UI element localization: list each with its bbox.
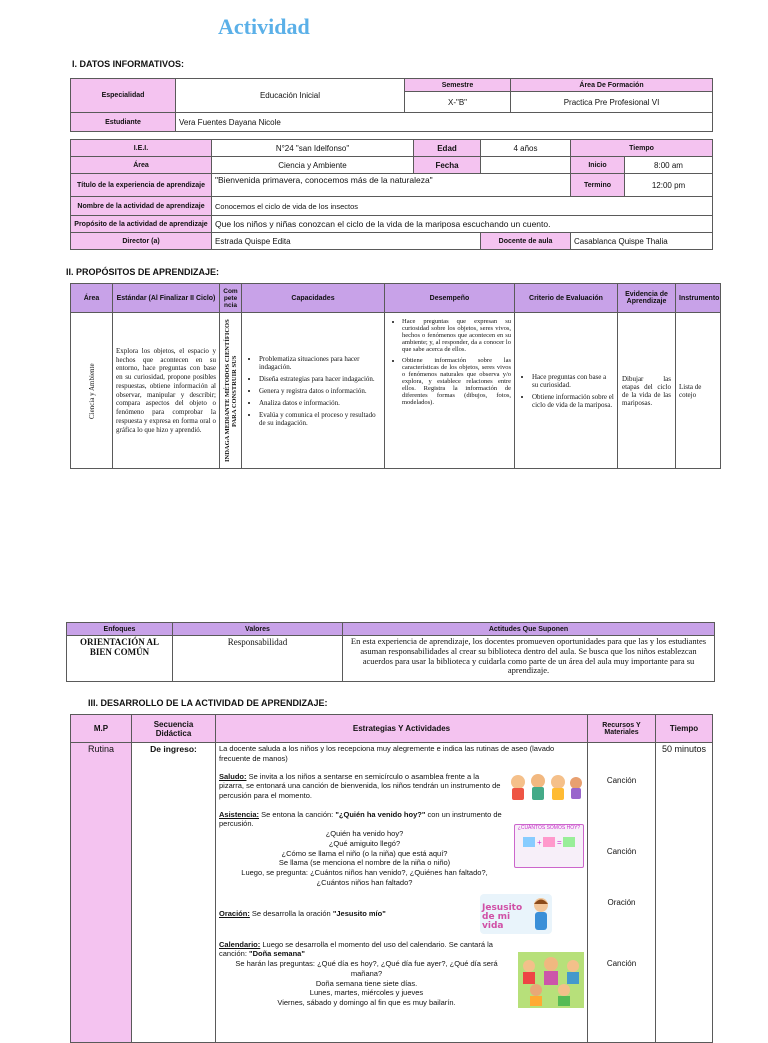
section-3-heading: III. DESARROLLO DE LA ACTIVIDAD DE APRENDIZAJE: xyxy=(88,698,328,708)
area-label: Área xyxy=(71,157,212,174)
oracion-label: Oración: xyxy=(219,908,250,918)
fecha-value xyxy=(481,157,571,174)
nombre-actividad-label: Nombre de la actividad de aprendizaje xyxy=(71,197,212,216)
inicio-label: Inicio xyxy=(571,157,625,174)
asistencia-line: ¿Cuántos niños han faltado? xyxy=(316,877,413,887)
estudiante-value: Vera Fuentes Dayana Nicole xyxy=(176,113,713,132)
header-recursos: Recursos Y Materiales xyxy=(588,715,656,743)
mp-cell: Rutina xyxy=(71,743,132,1043)
capacidad-item: • Evalúa y comunica el proceso y resultado de su indagación. xyxy=(259,411,381,427)
capacidad-item: • Genera y registra datos o información. xyxy=(259,387,381,395)
asistencia-line: ¿Qué amiguito llegó? xyxy=(328,838,401,848)
calendario-line: Viernes, sábado y domingo al fin que es muy bailarín. xyxy=(277,998,456,1007)
recurso-item: Canción xyxy=(606,776,637,785)
header-evidencia: Evidencia de Aprendizaje xyxy=(618,284,676,313)
cuantos-somos-image: ¿CUÁNTOS SOMOS HOY? + = xyxy=(514,824,584,868)
docente-value: Casablanca Quispe Thalia xyxy=(571,233,713,250)
semestre-value: X-"B" xyxy=(405,92,511,113)
estrategias-cell xyxy=(216,743,588,1043)
semestre-label: Semestre xyxy=(405,79,511,92)
recurso-item: Canción xyxy=(606,959,637,968)
fecha-label: Fecha xyxy=(414,157,481,174)
page-title: Actividad xyxy=(218,14,310,39)
capacidad-item: • Analiza datos e información. xyxy=(259,399,381,407)
calendario-line: Se harán las preguntas: ¿Qué día es hoy?, ¿Qué día fue ayer?, ¿Qué día será mañana? xyxy=(235,959,498,978)
area-value: Ciencia y Ambiente xyxy=(212,157,414,174)
saludo-label: Saludo: xyxy=(219,771,247,781)
termino-label: Termino xyxy=(571,174,625,197)
estandar-cell: Explora los objetos, el espacio y hechos que acontecen en su entorno, hace preguntas con base en su curiosidad, propone posibles respuestas, obtiene información al observar, manipular y describir; compara aspectos del objeto o fenómeno para comprobar la respuesta y expresa en forma oral o gráfica lo que hizo y aprendió. xyxy=(113,313,220,469)
proposito-value: Que los niños y niñas conozcan el ciclo de la vida de la mariposa escuchando un cuento. xyxy=(212,216,713,233)
header-desempeno: Desempeño xyxy=(385,284,515,313)
activity-data-table xyxy=(70,139,713,250)
criterio-cell xyxy=(515,313,618,469)
criterio-item: • Obtiene información sobre el ciclo de vida de la mariposa. xyxy=(532,393,614,409)
capacidades-cell xyxy=(242,313,385,469)
nombre-actividad-value: Conocemos el ciclo de vida de los insectos xyxy=(212,197,713,216)
header-estrategias: Estrategias Y Actividades xyxy=(216,715,588,743)
director-label: Director (a) xyxy=(71,233,212,250)
asistencia-line: ¿Quién ha venido hoy? xyxy=(325,829,404,838)
titulo-value: "Bienvenida primavera, conocemos más de la naturaleza" xyxy=(212,174,571,197)
tiempo-cell: 50 minutos xyxy=(656,743,713,1043)
asistencia-label: Asistencia: xyxy=(219,809,260,819)
asistencia-line: Se llama (se menciona el nombre de la niña o niño) xyxy=(278,858,451,868)
header-instrumento: Instrumento xyxy=(676,284,721,313)
docente-label: Docente de aula xyxy=(481,233,571,250)
header-secuencia: Secuencia Didáctica xyxy=(132,715,216,743)
oracion-name: "Jesusito mío" xyxy=(332,908,386,918)
doña-semana-image xyxy=(518,952,584,1008)
area-formacion-label: Área De Formación xyxy=(511,79,713,92)
secuencia-cell: De ingreso: xyxy=(132,743,216,1043)
svg-text:+: + xyxy=(537,837,542,847)
asistencia-text-end: con un instrumento de percusión. xyxy=(219,809,502,829)
enfoques-table xyxy=(66,622,715,682)
header-criterio: Criterio de Evaluación xyxy=(515,284,618,313)
titulo-label: Título de la experiencia de aprendizaje xyxy=(71,174,212,197)
valor-cell: Responsabilidad xyxy=(173,636,343,682)
header-actitudes: Actitudes Que Suponen xyxy=(343,623,715,636)
desempeno-cell xyxy=(385,313,515,469)
especialidad-label: Especialidad xyxy=(71,79,176,113)
recursos-cell xyxy=(588,743,656,1043)
header-enfoques: Enfoques xyxy=(67,623,173,636)
svg-text:=: = xyxy=(557,837,562,847)
actitud-cell: En esta experiencia de aprendizaje, los docentes promueven oportunidades para que las y los estudiantes asuman responsabilidades al crear su biblioteca dentro del aula. Se busca que los niños establezcan acuerdos para usar la biblioteca y cuidarla como parte de un área del aula muy importante para su aprendizaje. xyxy=(343,636,715,682)
desempeno-item: • Hace preguntas que expresan su curiosidad sobre los objetos, seres vivos, hechos o fenómenos que acontecen en su ambiente; y, al responder, da a conocer lo que sabe acerca de ellos. xyxy=(402,318,511,353)
enfoque-cell: ORIENTACIÓN AL BIEN COMÚN xyxy=(67,636,173,682)
area-cell: Ciencia y Ambiente xyxy=(71,313,113,469)
calendario-line: Lunes, martes, miércoles y jueves xyxy=(309,988,424,998)
iei-value: N°24 "san Idelfonso" xyxy=(212,140,414,157)
development-table xyxy=(70,714,713,1043)
recurso-item: Canción xyxy=(606,847,637,856)
header-estandar: Estándar (Al Finalizar II Ciclo) xyxy=(113,284,220,313)
header-competencia: Com pete ncia xyxy=(220,284,242,313)
criterio-item: • Hace preguntas con base a su curiosidad. xyxy=(532,373,614,389)
children-greeting-image xyxy=(506,772,584,802)
general-data-table xyxy=(70,78,713,132)
asistencia-song: "¿Quién ha venido hoy?" xyxy=(335,809,426,819)
capacidad-item: • Problematiza situaciones para hacer indagación. xyxy=(259,355,381,371)
estudiante-label: Estudiante xyxy=(71,113,176,132)
section-1-heading: I. DATOS INFORMATIVOS: xyxy=(72,59,184,69)
tiempo-label: Tiempo xyxy=(571,140,713,157)
header-area: Área xyxy=(71,284,113,313)
header-mp: M.P xyxy=(71,715,132,743)
iei-label: I.E.I. xyxy=(71,140,212,157)
instrumento-cell: Lista de cotejo xyxy=(676,313,721,469)
oracion-text: Se desarrolla la oración xyxy=(249,908,333,918)
asistencia-text: Se entona la canción: xyxy=(259,809,336,819)
recurso-item: Oración xyxy=(607,898,636,907)
edad-label: Edad xyxy=(414,140,481,157)
desempeno-item: • Obtiene información sobre las características de los objetos, seres vivos o fenómenos naturales que observa y/o explora, y establece relaciones entre ellos. Registra la información de diferentes formas (dibujos, fotos, modelados). xyxy=(402,357,511,406)
evidencia-cell: Dibujar las etapas del ciclo de la vida de las mariposas. xyxy=(618,313,676,469)
header-tiempo: Tiempo xyxy=(656,715,713,743)
asistencia-line: ¿Cómo se llama el niño (o la niña) que está aquí? xyxy=(281,848,448,858)
asistencia-line: Luego, se pregunta: ¿Cuántos niños han venido?, ¿Quiénes han faltado?, xyxy=(241,868,488,877)
calendario-song: "Doña semana" xyxy=(249,949,305,959)
section-2-heading: II. PROPÓSITOS DE APRENDIZAJE: xyxy=(66,267,220,277)
proposito-label: Propósito de la actividad de aprendizaje xyxy=(71,216,212,233)
header-capacidades: Capacidades xyxy=(242,284,385,313)
purposes-table xyxy=(70,283,721,469)
calendario-label: Calendario: xyxy=(219,939,261,949)
especialidad-value: Educación Inicial xyxy=(176,79,405,113)
edad-value: 4 años xyxy=(481,140,571,157)
capacidad-item: • Diseña estrategias para hacer indagación. xyxy=(259,375,381,383)
competencia-cell: INDAGA MEDIANTE MÉTODOS CIENTÍFICOS PARA CONSTRUIR SUS xyxy=(220,313,242,469)
termino-value: 12:00 pm xyxy=(625,174,713,197)
director-value: Estrada Quispe Edita xyxy=(212,233,481,250)
intro-text: La docente saluda a los niños y los recepciona muy alegremente e indica las rutinas de aseo (lavado frecuente de manos) xyxy=(219,744,555,763)
calendario-line: Doña semana tiene siete días. xyxy=(315,978,418,988)
header-valores: Valores xyxy=(173,623,343,636)
inicio-value: 8:00 am xyxy=(625,157,713,174)
calendario-text: Luego se desarrolla el momento del uso del calendario. Se cantará la canción: xyxy=(219,939,493,959)
jesusito-image: Jesusito de mi vida xyxy=(480,894,552,934)
saludo-text: Se invita a los niños a sentarse en semicírculo o asamblea frente a la pizarra, se entonará una canción de bienvenida, los niños tendrán un instrumento de percusión para el momento. xyxy=(219,771,501,800)
area-formacion-value: Practica Pre Profesional VI xyxy=(511,92,713,113)
